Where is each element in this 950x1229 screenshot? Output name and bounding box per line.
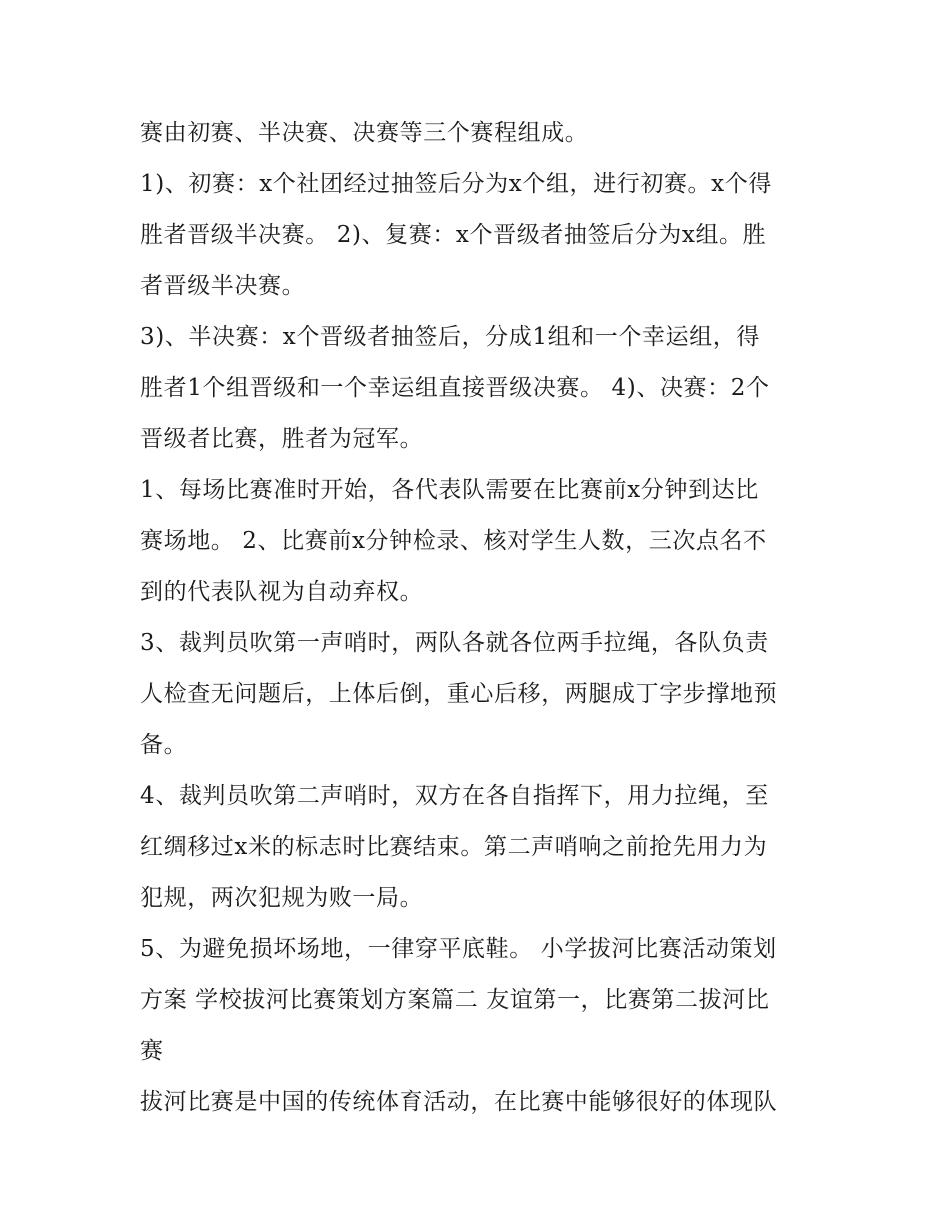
text-line: 胜者1个组晋级和一个幸运组直接晋级决赛。 4)、决赛：2个 (140, 375, 770, 401)
text-line: 胜者晋级半决赛。 2)、复赛：x个晋级者抽签后分为x组。胜 (140, 222, 767, 248)
text-line: 人检查无问题后，上体后倒，重心后移，两腿成丁字步撑地预 (140, 681, 778, 707)
text-line: 赛场地。 2、比赛前x分钟检录、核对学生人数，三次点名不 (140, 528, 767, 554)
document-body (140, 108, 820, 1128)
text-line: 拔河比赛是中国的传统体育活动，在比赛中能够很好的体现队 (140, 1089, 778, 1115)
text-line: 4、裁判员吹第二声哨时，双方在各自指挥下，用力拉绳，至 (140, 783, 769, 809)
text-line: 3、裁判员吹第一声哨时，两队各就各位两手拉绳，各队负责 (140, 630, 769, 656)
text-line: 5、为避免损坏场地，一律穿平底鞋。 小学拔河比赛活动策划 (140, 936, 777, 962)
text-line: 3)、半决赛：x个晋级者抽签后，分成1组和一个幸运组，得 (140, 324, 761, 350)
text-line: 赛 (140, 1038, 164, 1064)
text-line: 到的代表队视为自动弃权。 (140, 579, 424, 605)
text-line: 赛由初赛、半决赛、决赛等三个赛程组成。 (140, 120, 589, 146)
text-line: 1)、初赛：x个社团经过抽签后分为x个组，进行初赛。x个得 (140, 171, 772, 197)
text-line: 晋级者比赛，胜者为冠军。 (140, 426, 424, 452)
text-line: 备。 (140, 732, 188, 758)
text-line: 红绸移过x米的标志时比赛结束。第二声哨响之前抢先用力为 (140, 834, 768, 860)
text-line: 犯规，两次犯规为败一局。 (140, 885, 424, 911)
text-line: 者晋级半决赛。 (140, 273, 306, 299)
text-line: 方案 学校拔河比赛策划方案篇二 友谊第一，比赛第二拔河比 (140, 987, 770, 1013)
text-line: 1、每场比赛准时开始，各代表队需要在比赛前x分钟到达比 (140, 477, 759, 503)
